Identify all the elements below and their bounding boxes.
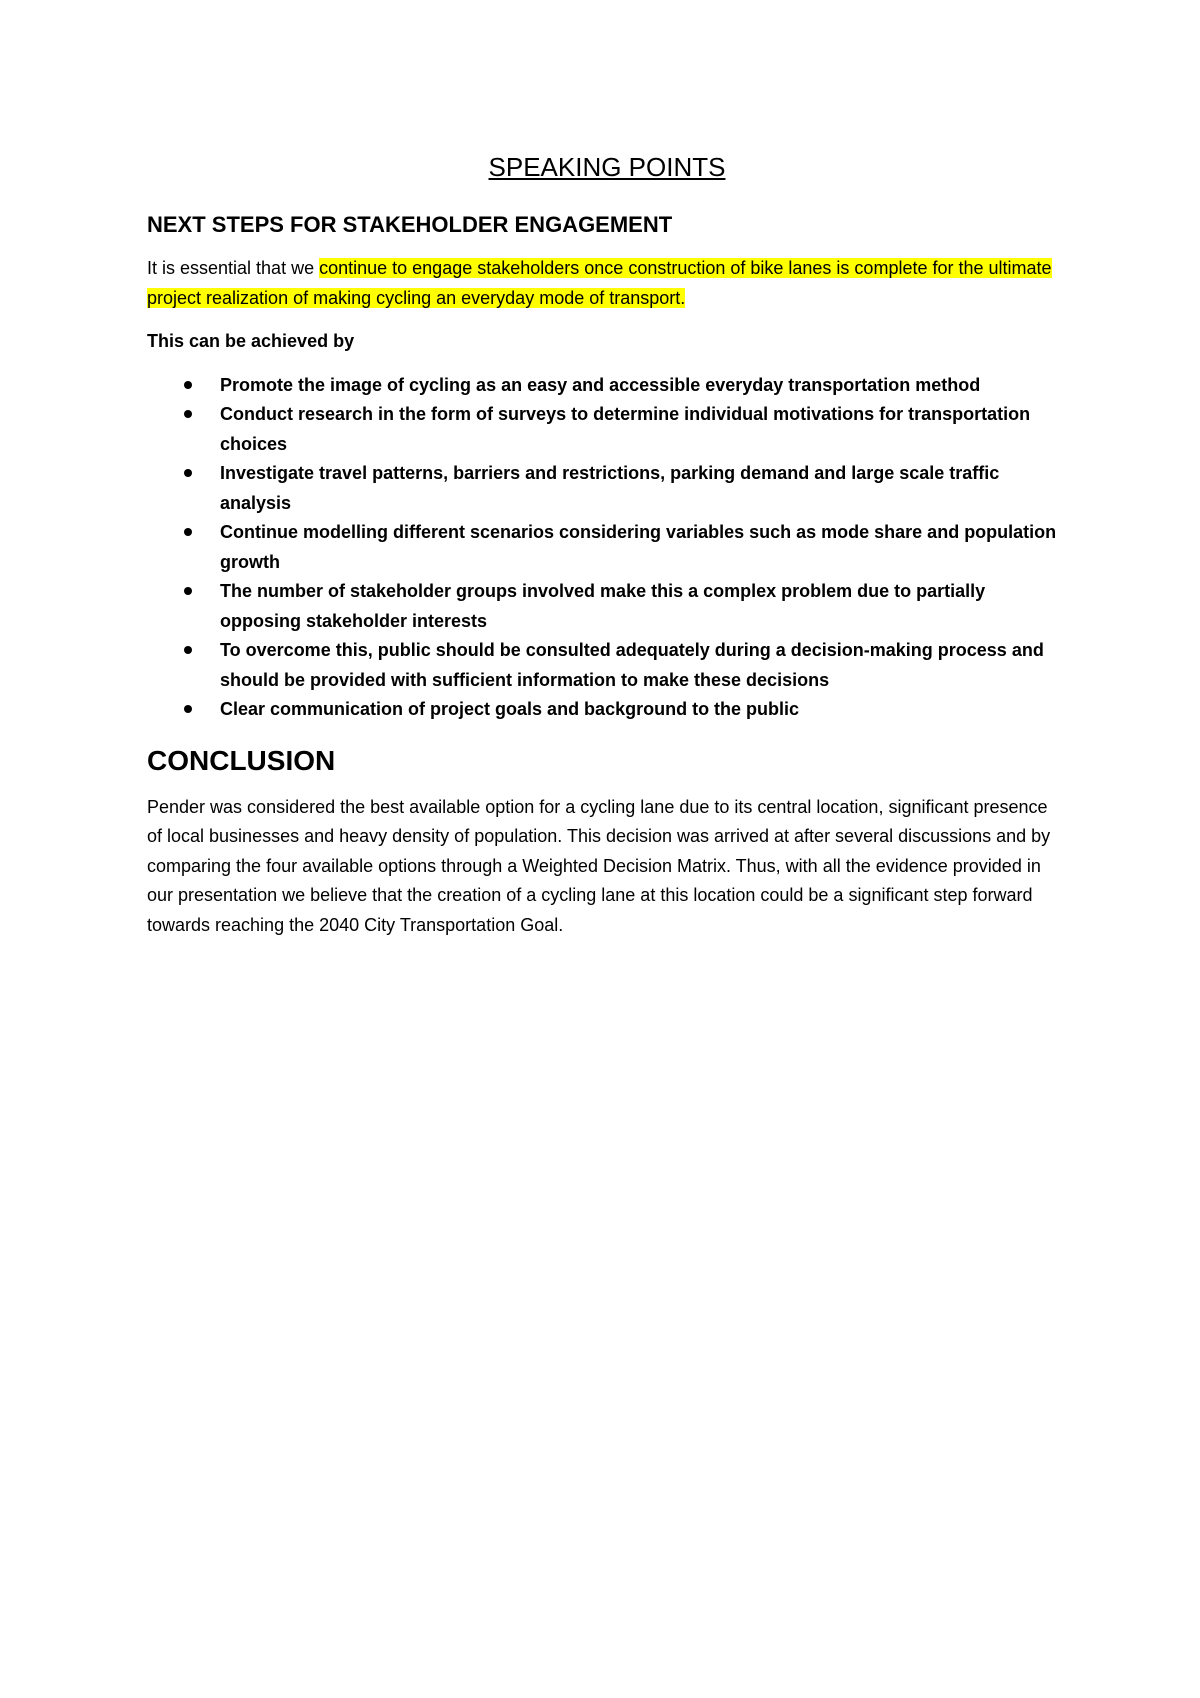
list-item bbox=[147, 636, 1067, 695]
bullet-icon bbox=[184, 587, 192, 595]
next-steps-bullet-list bbox=[147, 371, 1067, 725]
next-steps-lead-in: This can be achieved by bbox=[147, 331, 355, 351]
conclusion-heading: CONCLUSION bbox=[147, 744, 336, 776]
list-item bbox=[147, 695, 1067, 725]
list-item bbox=[147, 400, 1067, 459]
next-steps-heading: NEXT STEPS FOR STAKEHOLDER ENGAGEMENT bbox=[147, 212, 673, 237]
bullet-text: To overcome this, public should be consulted adequately during a decision-making process and should be provided with sufficient information to make these decisions bbox=[220, 640, 1044, 690]
bullet-text: Clear communication of project goals and background to the public bbox=[220, 699, 800, 719]
list-item bbox=[147, 577, 1067, 636]
document-title: SPEAKING POINTS bbox=[488, 152, 726, 182]
bullet-icon bbox=[184, 528, 192, 536]
list-item bbox=[147, 371, 1067, 401]
bullet-text: Continue modelling different scenarios considering variables such as mode share and population growth bbox=[220, 522, 1057, 572]
bullet-text: Promote the image of cycling as an easy and accessible everyday transportation method bbox=[220, 374, 981, 395]
bullet-icon bbox=[184, 469, 192, 477]
bullet-text: Investigate travel patterns, barriers and restrictions, parking demand and large scale traffic analysis bbox=[220, 463, 1000, 513]
next-steps-intro bbox=[147, 254, 1067, 313]
conclusion-text: Pender was considered the best available option for a cycling lane due to its central location, significant presence of local businesses and heavy density of population. This decision was arrived at after several discussions and by comparing the four available options through a Weighted Decision Matrix. Thus, with all the evidence provided in our presentation we believe that the creation of a cycling lane at this location could be a significant step forward towards reaching the 2040 City Transportation Goal. bbox=[147, 796, 1051, 935]
intro-plain-text: It is essential that we bbox=[147, 258, 320, 278]
bullet-text: Conduct research in the form of surveys to determine individual motivations for transportation choices bbox=[220, 404, 1031, 454]
intro-highlighted-text: continue to engage stakeholders once construction of bike lanes is complete for the ultimate project realization of making cycling an everyday mode of transport. bbox=[147, 258, 1052, 308]
bullet-icon bbox=[184, 410, 192, 418]
list-item bbox=[147, 459, 1067, 518]
bullet-text: The number of stakeholder groups involved make this a complex problem due to partially opposing stakeholder interests bbox=[220, 581, 986, 631]
bullet-icon bbox=[184, 381, 192, 389]
list-item bbox=[147, 518, 1067, 577]
bullet-icon bbox=[184, 646, 192, 654]
bullet-icon bbox=[184, 705, 192, 713]
document-content bbox=[147, 150, 1067, 940]
